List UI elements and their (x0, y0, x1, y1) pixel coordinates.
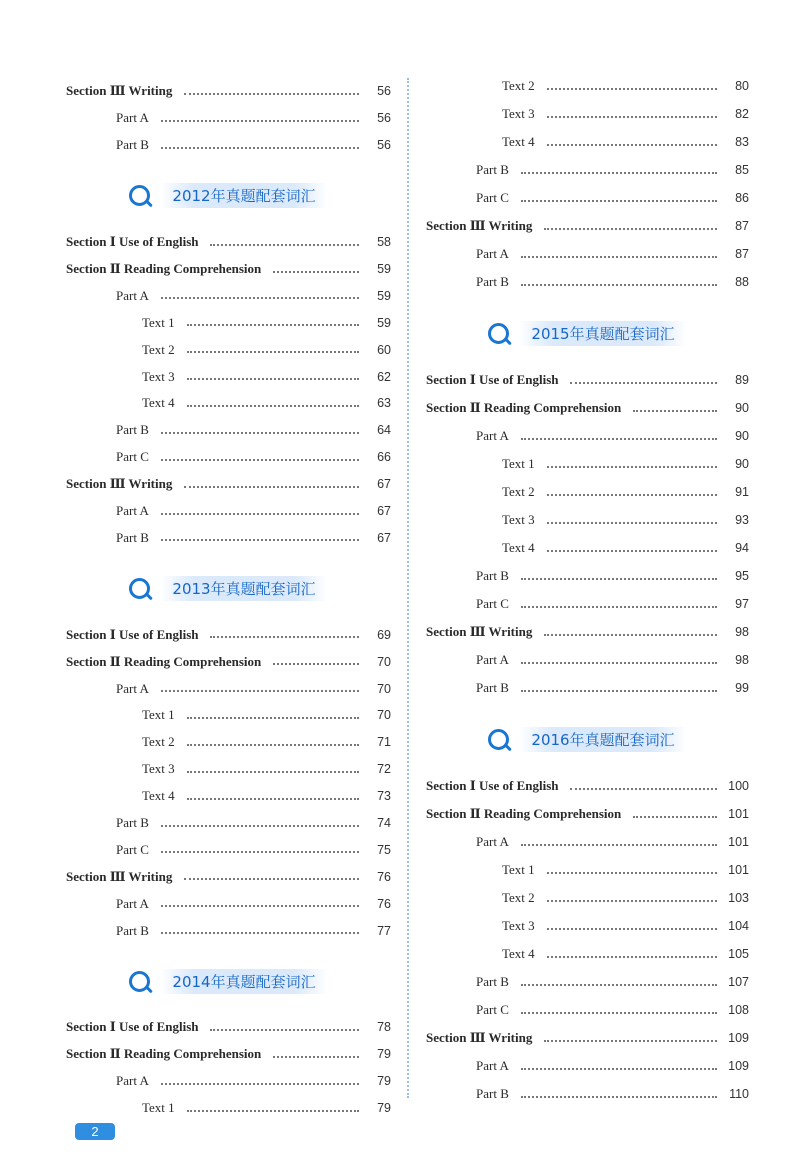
toc-entry-text-4[interactable] (426, 940, 749, 968)
toc-entry-part-b[interactable] (66, 524, 391, 551)
dot-leader (544, 633, 717, 636)
toc-page-number: 93 (735, 513, 749, 527)
toc-page-number: 72 (377, 762, 391, 777)
toc-entry-label: Part C (476, 596, 509, 611)
q-search-icon (488, 323, 509, 344)
dot-leader (570, 787, 717, 790)
toc-entry-text-4[interactable] (66, 390, 391, 417)
year-heading-text: 2016年真题配套词汇 (519, 727, 686, 752)
toc-page-number: 108 (728, 1003, 749, 1017)
toc-entry-label: Part A (116, 287, 149, 303)
dot-leader (187, 797, 359, 800)
dot-leader (521, 1095, 717, 1098)
toc-page-number: 56 (377, 111, 391, 126)
toc-entry-label: Text 3 (142, 761, 175, 777)
toc-entry-label: Text 4 (142, 395, 175, 411)
toc-entry-part-a[interactable] (66, 498, 391, 525)
toc-entry-label: Text 4 (502, 540, 535, 555)
toc-entry-label: Part A (476, 1058, 509, 1073)
dot-leader (210, 1028, 359, 1031)
toc-entry-label: Text 1 (502, 456, 535, 471)
toc-entry-section-use-of-english[interactable] (426, 772, 749, 800)
dot-leader (187, 743, 359, 746)
toc-entry-part-a[interactable] (426, 422, 749, 450)
toc-entry-label: Section Ⅰ Use of English (426, 778, 559, 793)
toc-page-number: 59 (377, 315, 391, 330)
toc-entry-label: Part B (476, 1086, 509, 1101)
toc-entry-text-4[interactable] (426, 128, 749, 156)
dot-leader (161, 458, 359, 461)
toc-page-number: 70 (377, 708, 391, 723)
dot-leader (521, 199, 717, 202)
toc-page-number: 109 (728, 1031, 749, 1045)
toc-entry-label: Section Ⅲ Writing (66, 83, 173, 99)
toc-entry-section-use-of-english[interactable] (426, 366, 749, 394)
dot-leader (161, 119, 359, 122)
toc-entry-label: Section Ⅰ Use of English (426, 372, 559, 387)
toc-page-number: 69 (377, 627, 391, 642)
dot-leader (187, 323, 359, 326)
q-search-icon (488, 729, 509, 750)
dot-leader (187, 770, 359, 773)
toc-entry-part-a[interactable] (66, 890, 391, 917)
toc-page-number: 62 (377, 369, 391, 384)
toc-page-number: 87 (735, 247, 749, 261)
dot-leader (161, 904, 359, 907)
dot-leader (544, 227, 717, 230)
dot-leader (161, 431, 359, 434)
dot-leader (521, 1067, 717, 1070)
toc-page-number: 103 (728, 891, 749, 905)
toc-entry-label: Part A (476, 834, 509, 849)
toc-entry-label: Section Ⅲ Writing (426, 624, 533, 639)
toc-entry-section-use-of-english[interactable] (66, 621, 391, 648)
toc-page-number: 66 (377, 450, 391, 465)
toc-entry-label: Text 4 (502, 134, 535, 149)
year-heading-text: 2013年真题配套词汇 (160, 576, 327, 601)
toc-entry-text-1[interactable] (426, 450, 749, 478)
toc-page-number: 88 (735, 275, 749, 289)
toc-entry-label: Text 2 (142, 734, 175, 750)
toc-page-number: 90 (735, 457, 749, 471)
dot-leader (184, 877, 359, 880)
toc-page-number: 77 (377, 923, 391, 938)
q-search-icon (129, 971, 150, 992)
toc-page-number: 101 (728, 835, 749, 849)
dot-leader (273, 270, 359, 273)
toc-entry-label: Section Ⅲ Writing (66, 868, 173, 884)
dot-leader (161, 689, 359, 692)
toc-entry-label: Part B (476, 680, 509, 695)
toc-entry-label: Text 3 (142, 368, 175, 384)
dot-leader (633, 409, 717, 412)
toc-entry-label: Part C (476, 190, 509, 205)
dot-leader (161, 296, 359, 299)
toc-entry-part-a[interactable] (66, 1068, 391, 1095)
toc-entry-label: Part B (116, 815, 149, 831)
toc-entry-text-1[interactable] (66, 1095, 391, 1122)
toc-entry-label: Text 1 (142, 314, 175, 330)
toc-entry-label: Section Ⅱ Reading Comprehension (66, 1046, 262, 1062)
toc-page-number: 79 (377, 1101, 391, 1116)
toc-entry-part-a[interactable] (426, 828, 749, 856)
toc-entry-part-c[interactable] (66, 836, 391, 863)
dot-leader (187, 404, 359, 407)
dot-leader (521, 689, 717, 692)
toc-entry-part-b[interactable] (66, 810, 391, 837)
toc-entry-part-b[interactable] (426, 268, 749, 296)
toc-entry-label: Part C (476, 1002, 509, 1017)
toc-entry-section-reading-comprehension[interactable] (426, 394, 749, 422)
toc-entry-section-writing[interactable] (426, 618, 749, 646)
year-section-heading (426, 712, 749, 766)
toc-page-number: 110 (729, 1087, 749, 1101)
toc-entry-label: Text 2 (142, 341, 175, 357)
toc-entry-text-2[interactable] (426, 884, 749, 912)
year-section-heading (66, 954, 391, 1008)
toc-page-number: 91 (735, 485, 749, 499)
toc-page-number: 90 (735, 401, 749, 415)
toc-entry-label: Part C (116, 841, 149, 857)
dot-leader (161, 931, 359, 934)
toc-entry-text-2[interactable] (66, 729, 391, 756)
toc-entry-label: Part B (476, 274, 509, 289)
toc-entry-label: Text 2 (502, 890, 535, 905)
toc-entry-section-writing[interactable] (426, 212, 749, 240)
toc-page-number: 104 (728, 919, 749, 933)
toc-entry-text-2[interactable] (426, 478, 749, 506)
toc-page-number: 94 (735, 541, 749, 555)
toc-page-number: 59 (377, 262, 391, 276)
toc-entry-label: Section Ⅰ Use of English (66, 234, 199, 250)
dot-leader (544, 1039, 717, 1042)
toc-page-number: 67 (377, 530, 391, 545)
toc-entry-label: Part B (116, 137, 149, 153)
dot-leader (521, 283, 717, 286)
toc-entry-part-a[interactable] (426, 240, 749, 268)
toc-page-number: 73 (377, 789, 391, 804)
dot-leader (161, 850, 359, 853)
toc-page-number: 70 (377, 681, 391, 696)
toc-page-number: 89 (735, 373, 749, 387)
toc-entry-section-writing[interactable] (66, 471, 391, 498)
toc-page-number: 86 (735, 191, 749, 205)
toc-entry-section-reading-comprehension[interactable] (66, 1041, 391, 1068)
toc-page-number: 64 (377, 423, 391, 438)
toc-entry-text-2[interactable] (426, 72, 749, 100)
dot-leader (161, 538, 359, 541)
toc-entry-part-b[interactable] (66, 917, 391, 944)
dot-leader (547, 87, 717, 90)
dot-leader (521, 983, 717, 986)
dot-leader (187, 350, 359, 353)
toc-entry-part-b[interactable] (426, 562, 749, 590)
toc-entry-section-writing[interactable] (426, 1024, 749, 1052)
dot-leader (547, 521, 717, 524)
toc-entry-label: Part B (476, 568, 509, 583)
toc-page-number: 97 (735, 597, 749, 611)
toc-left-column (66, 78, 391, 1122)
toc-entry-part-a[interactable] (66, 282, 391, 309)
toc-page-number: 71 (377, 735, 391, 750)
toc-entry-part-c[interactable] (66, 444, 391, 471)
toc-page-number: 79 (377, 1074, 391, 1089)
dot-leader (547, 143, 717, 146)
q-search-icon (129, 185, 150, 206)
toc-page-number: 87 (735, 219, 749, 233)
toc-entry-label: Text 1 (502, 862, 535, 877)
dot-leader (187, 716, 359, 719)
toc-entry-section-use-of-english[interactable] (66, 229, 391, 256)
toc-page-number: 107 (728, 975, 749, 989)
toc-entry-part-c[interactable] (426, 996, 749, 1024)
dot-leader (521, 1011, 717, 1014)
dot-leader (273, 662, 359, 665)
toc-entry-label: Section Ⅱ Reading Comprehension (426, 400, 622, 415)
toc-entry-label: Text 3 (502, 106, 535, 121)
column-divider (407, 78, 409, 1098)
toc-entry-label: Part A (116, 503, 149, 519)
toc-page-number: 100 (728, 779, 749, 793)
toc-entry-text-3[interactable] (66, 756, 391, 783)
dot-leader (547, 493, 717, 496)
toc-page-number: 98 (735, 625, 749, 639)
dot-leader (161, 824, 359, 827)
toc-entry-label: Text 1 (142, 1100, 175, 1116)
dot-leader (547, 927, 717, 930)
toc-page-number: 78 (377, 1020, 391, 1035)
dot-leader (547, 465, 717, 468)
toc-entry-text-1[interactable] (426, 856, 749, 884)
toc-page-number: 70 (377, 654, 391, 669)
toc-page-number: 83 (735, 135, 749, 149)
toc-entry-text-3[interactable] (426, 100, 749, 128)
dot-leader (521, 577, 717, 580)
toc-page-number: 79 (377, 1047, 391, 1062)
dot-leader (521, 255, 717, 258)
year-heading-text: 2014年真题配套词汇 (160, 969, 327, 994)
toc-entry-label: Part B (116, 422, 149, 438)
dot-leader (547, 115, 717, 118)
toc-page-number: 82 (735, 107, 749, 121)
toc-page-number: 56 (377, 84, 391, 99)
toc-page-number: 105 (728, 947, 749, 961)
toc-page-number: 56 (377, 138, 391, 153)
dot-leader (633, 815, 717, 818)
toc-entry-label: Part A (116, 110, 149, 126)
toc-entry-text-3[interactable] (66, 363, 391, 390)
dot-leader (547, 549, 717, 552)
toc-page-number: 75 (377, 842, 391, 857)
toc-page-number: 95 (735, 569, 749, 583)
dot-leader (184, 485, 359, 488)
year-heading-text: 2012年真题配套词汇 (160, 183, 327, 208)
toc-entry-part-a[interactable] (426, 646, 749, 674)
toc-entry-text-4[interactable] (66, 783, 391, 810)
toc-entry-label: Text 2 (502, 78, 535, 93)
toc-entry-text-2[interactable] (66, 336, 391, 363)
toc-entry-label: Part A (116, 680, 149, 696)
toc-page-number: 76 (377, 896, 391, 911)
toc-entry-section-writing[interactable] (66, 863, 391, 890)
toc-entry-section-reading-comprehension[interactable] (426, 800, 749, 828)
toc-page-number: 101 (728, 863, 749, 877)
toc-entry-label: Part B (116, 529, 149, 545)
toc-entry-label: Text 3 (502, 918, 535, 933)
dot-leader (210, 635, 359, 638)
toc-entry-label: Part B (116, 922, 149, 938)
toc-entry-label: Part A (116, 895, 149, 911)
year-section-heading (66, 169, 391, 223)
toc-page-number: 74 (377, 816, 391, 831)
toc-entry-section-use-of-english[interactable] (66, 1014, 391, 1041)
dot-leader (521, 605, 717, 608)
toc-entry-label: Part C (116, 449, 149, 465)
year-section-heading (66, 561, 391, 615)
toc-entry-label: Part B (476, 974, 509, 989)
toc-entry-label: Part A (116, 1073, 149, 1089)
dot-leader (521, 661, 717, 664)
toc-entry-part-b[interactable] (426, 156, 749, 184)
toc-page-number: 59 (377, 288, 391, 303)
toc-entry-label: Part A (476, 428, 509, 443)
toc-entry-label: Section Ⅱ Reading Comprehension (426, 806, 622, 821)
toc-page-number: 67 (377, 477, 391, 492)
toc-entry-label: Section Ⅱ Reading Comprehension (66, 653, 262, 669)
toc-entry-label: Part A (476, 652, 509, 667)
toc-entry-label: Section Ⅲ Writing (426, 1030, 533, 1045)
toc-entry-label: Text 2 (502, 484, 535, 499)
year-heading-text: 2015年真题配套词汇 (519, 321, 686, 346)
toc-right-column (426, 72, 749, 1108)
toc-entry-label: Section Ⅲ Writing (426, 218, 533, 233)
toc-entry-text-3[interactable] (426, 912, 749, 940)
toc-entry-label: Text 3 (502, 512, 535, 527)
toc-entry-text-3[interactable] (426, 506, 749, 534)
toc-page-number: 63 (377, 396, 391, 411)
toc-entry-part-b[interactable] (426, 1080, 749, 1108)
dot-leader (547, 871, 717, 874)
toc-entry-text-4[interactable] (426, 534, 749, 562)
toc-page-number: 67 (377, 504, 391, 519)
dot-leader (161, 512, 359, 515)
toc-page-number: 58 (377, 235, 391, 250)
toc-entry-part-c[interactable] (426, 184, 749, 212)
toc-entry-text-1[interactable] (66, 702, 391, 729)
toc-entry-label: Section Ⅰ Use of English (66, 626, 199, 642)
toc-page-number: 99 (735, 681, 749, 695)
toc-entry-part-c[interactable] (426, 590, 749, 618)
toc-page-number: 76 (377, 869, 391, 884)
dot-leader (521, 171, 717, 174)
year-section-heading (426, 306, 749, 360)
toc-entry-part-b[interactable] (426, 674, 749, 702)
toc-entry-label: Text 4 (502, 946, 535, 961)
dot-leader (161, 146, 359, 149)
toc-entry-label: Section Ⅱ Reading Comprehension (66, 261, 262, 276)
toc-page-number: 60 (377, 342, 391, 357)
toc-entry-part-b[interactable] (66, 417, 391, 444)
toc-entry-label: Text 4 (142, 788, 175, 804)
toc-entry-label: Text 1 (142, 707, 175, 723)
toc-page-number: 85 (735, 163, 749, 177)
toc-entry-part-a[interactable] (66, 675, 391, 702)
toc-entry-section-reading-comprehension[interactable] (66, 648, 391, 675)
dot-leader (161, 1082, 359, 1085)
toc-page-number: 98 (735, 653, 749, 667)
toc-entry-section-reading-comprehension[interactable] (66, 256, 391, 283)
toc-page-number: 80 (735, 79, 749, 93)
dot-leader (547, 899, 717, 902)
toc-entry-text-1[interactable] (66, 309, 391, 336)
dot-leader (187, 377, 359, 380)
dot-leader (547, 955, 717, 958)
toc-entry-part-b[interactable] (66, 132, 391, 159)
dot-leader (521, 843, 717, 846)
toc-page-number: 90 (735, 429, 749, 443)
q-search-icon (129, 578, 150, 599)
dot-leader (273, 1055, 359, 1058)
toc-entry-section-writing[interactable] (66, 78, 391, 105)
toc-entry-label: Part B (476, 162, 509, 177)
dot-leader (187, 1109, 359, 1112)
toc-entry-part-b[interactable] (426, 968, 749, 996)
toc-entry-label: Section Ⅲ Writing (66, 476, 173, 492)
dot-leader (184, 92, 359, 95)
toc-entry-label: Section Ⅰ Use of English (66, 1019, 199, 1035)
toc-entry-part-a[interactable] (66, 105, 391, 132)
toc-entry-part-a[interactable] (426, 1052, 749, 1080)
toc-page-number: 109 (728, 1059, 749, 1073)
dot-leader (210, 243, 359, 246)
dot-leader (521, 437, 717, 440)
toc-entry-label: Part A (476, 246, 509, 261)
page-number-badge: 2 (75, 1123, 115, 1140)
dot-leader (570, 381, 717, 384)
toc-page-number: 101 (728, 807, 749, 821)
